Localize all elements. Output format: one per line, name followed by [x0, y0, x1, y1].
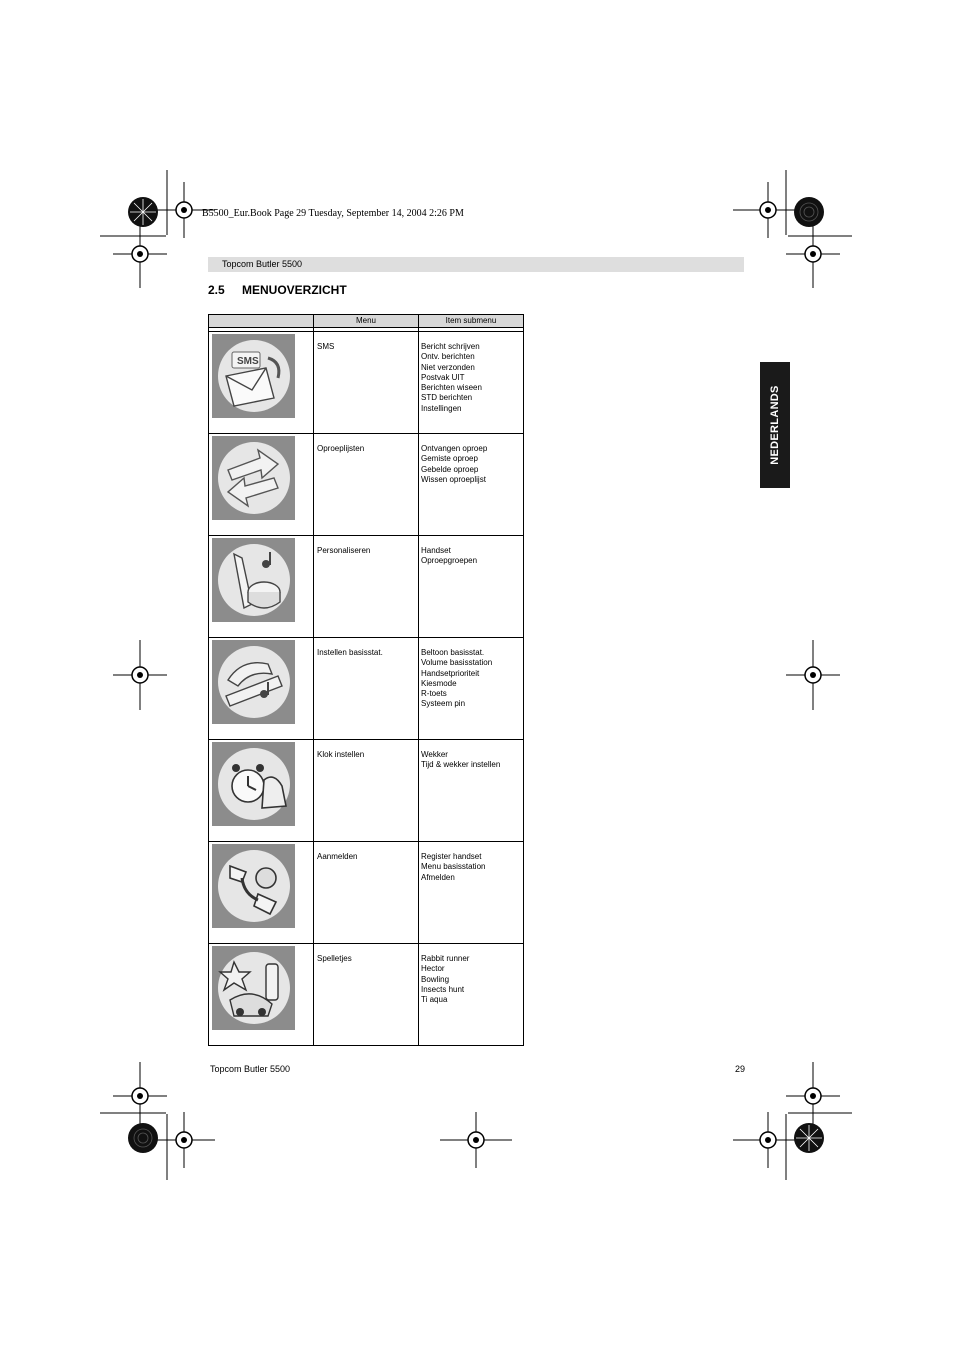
table-row	[209, 638, 524, 740]
games-icon	[212, 946, 295, 1030]
submenu-item: Oproepgroepen	[421, 556, 478, 566]
sms-envelope-icon	[212, 334, 295, 418]
menu-name: Personaliseren	[314, 536, 419, 638]
table-row	[209, 944, 524, 1046]
submenu-item: Ontvangen oproep	[421, 444, 488, 453]
table-row	[209, 332, 524, 434]
submenu-item: Bowling	[421, 974, 450, 984]
menu-name: Spelletjes	[314, 944, 419, 1046]
submenu-item: Handset	[421, 546, 451, 555]
table-row	[209, 842, 524, 944]
menu-name: Klok instellen	[314, 740, 419, 842]
section-number: 2.5	[208, 283, 225, 297]
submenu-item: Ti aqua	[421, 995, 448, 1005]
register-handset-icon	[212, 844, 295, 928]
alarm-clock-icon	[212, 742, 295, 826]
submenu-item: STD berichten	[421, 393, 473, 403]
submenu-list	[419, 842, 524, 944]
submenu-item: Tijd & wekker instellen	[421, 760, 501, 770]
submenu-item: Bericht schrijven	[421, 342, 480, 351]
submenu-list	[419, 434, 524, 536]
submenu-item: Register handset	[421, 852, 482, 861]
submenu-item: Postvak UIT	[421, 372, 465, 382]
menu-overview-table	[208, 314, 524, 1046]
header-menu-column: Menu	[314, 315, 419, 328]
section-heading	[208, 283, 347, 297]
table-row	[209, 536, 524, 638]
menu-name: Instellen basisstat.	[314, 638, 419, 740]
header-submenu-column: Item submenu	[419, 315, 524, 328]
running-header-text: Topcom Butler 5500	[222, 259, 303, 269]
submenu-item: Berichten wiseen	[421, 383, 482, 393]
submenu-item: Menu basisstation	[421, 862, 486, 872]
submenu-item: Afmelden	[421, 872, 455, 882]
submenu-item: Beltoon basisstat.	[421, 648, 485, 657]
svg-text:SMS: SMS	[237, 356, 259, 367]
menu-name: Oproeplijsten	[314, 434, 419, 536]
running-header-bar	[208, 257, 744, 272]
submenu-item: Gebelde oproep	[421, 464, 479, 474]
table-header-row	[209, 315, 524, 328]
submenu-item: Handsetprioriteit	[421, 668, 480, 678]
base-settings-icon	[212, 640, 295, 724]
table-row	[209, 434, 524, 536]
menu-name: SMS	[314, 332, 419, 434]
table-row	[209, 740, 524, 842]
submenu-list	[419, 536, 524, 638]
language-tab-label: NEDERLANDS	[769, 385, 781, 465]
language-tab	[760, 362, 790, 488]
submenu-item: Niet verzonden	[421, 362, 475, 372]
submenu-item: Wekker	[421, 750, 448, 759]
submenu-item: Kiesmode	[421, 678, 457, 688]
submenu-item: Ontv. berichten	[421, 352, 475, 362]
footer-title: Topcom Butler 5500	[210, 1064, 291, 1074]
submenu-item: Instellingen	[421, 403, 462, 413]
header-icon-column	[209, 315, 314, 328]
submenu-item: Wissen oproeplijst	[421, 474, 486, 484]
submenu-item: Rabbit runner	[421, 954, 470, 963]
submenu-item: Insects hunt	[421, 984, 465, 994]
submenu-list	[419, 638, 524, 740]
submenu-item: Systeem pin	[421, 699, 466, 709]
section-title: MENUOVERZICHT	[242, 283, 347, 297]
menu-name: Aanmelden	[314, 842, 419, 944]
print-header: B5500_Eur.Book Page 29 Tuesday, September 14, 2004 2:26 PM	[202, 208, 464, 219]
submenu-item: Volume basisstation	[421, 658, 493, 668]
call-list-arrows-icon	[212, 436, 295, 520]
submenu-list	[419, 332, 524, 434]
personalize-music-icon	[212, 538, 295, 622]
submenu-list	[419, 944, 524, 1046]
submenu-item: Gemiste oproep	[421, 454, 478, 464]
submenu-item: Hector	[421, 964, 445, 974]
submenu-list	[419, 740, 524, 842]
submenu-item: R-toets	[421, 689, 447, 699]
page-number: 29	[735, 1064, 746, 1074]
